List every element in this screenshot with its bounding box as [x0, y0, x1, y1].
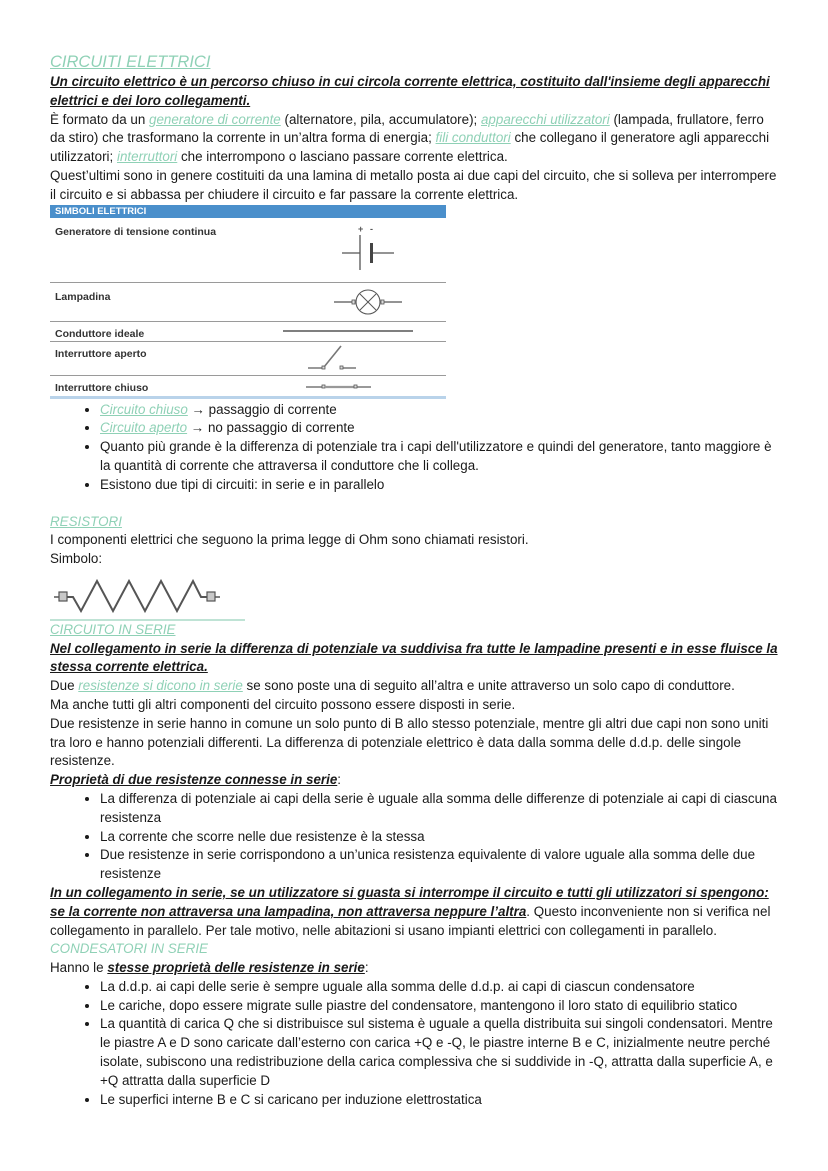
- symbol-label: Generatore di tensione continua: [55, 225, 217, 238]
- condensatori-intro: [50, 959, 780, 978]
- plus-sign: +: [358, 223, 364, 234]
- arrow-right-icon: →: [190, 420, 205, 436]
- symbol-label: Interruttore aperto: [55, 347, 147, 360]
- serie-text: se sono poste una di seguito all’altra e unite attraverso un solo capo di conduttore.: [242, 678, 735, 694]
- bullet-text: no passaggio di corrente: [204, 420, 355, 436]
- document-page: [50, 52, 780, 1109]
- list-item: • Quanto più grande è la differenza di potenziale tra i capi dell'utilizzatore e quindi del generatore, tanto maggiore è la quantità di corrente che attraversa il conduttore che li collega.: [100, 438, 780, 476]
- resistori-text: I componenti elettrici che seguono la prima legge di Ohm sono chiamati resistori.: [50, 532, 529, 548]
- serie-props-label: [50, 771, 780, 790]
- dc-voltage-source-icon: [278, 218, 446, 282]
- list-item: [100, 419, 780, 438]
- open-switch-icon: [278, 342, 446, 375]
- link-fili-conduttori[interactable]: fili conduttori: [435, 130, 511, 146]
- list-item: • La differenza di potenziale ai capi della serie è uguale alla somma delle differenze di potenziale ai capi di ciascuna resistenza: [100, 790, 780, 828]
- circuit-bullet-list: [50, 401, 780, 495]
- list-item: • La d.d.p. ai capi delle serie è sempre uguale alla somma delle d.d.p. ai capi di ciascun condensatore: [100, 978, 780, 997]
- definition-text: Nel collegamento in serie la differenza di potenziale va suddivisa fra tutte le lampadine presenti e in esse fluisce la stessa corrente elettrica.: [50, 640, 778, 675]
- resistori-symbol-label: Simbolo:: [50, 551, 103, 567]
- arrow-right-icon: →: [191, 401, 205, 417]
- intro-text: che interrompono o lasciano passare corrente elettrica.: [177, 149, 508, 165]
- colon: :: [364, 960, 369, 976]
- intro-text: (alternatore, pila, accumulatore);: [280, 111, 481, 127]
- note-text: . Questo inconveniente non si verifica nel collegamento in parallelo. Per tale motivo, nelle abitazioni si usano impianti elettrici con collegamenti in parallelo.: [50, 903, 771, 938]
- closed-switch-icon: [278, 376, 446, 396]
- intro-paragraph: [50, 111, 780, 167]
- section-heading-resistori: RESISTORI: [50, 513, 122, 529]
- list-item: • La corrente che scorre nelle due resistenze è la stessa: [100, 828, 780, 847]
- page-title: CIRCUITI ELETTRICI: [50, 53, 211, 71]
- link-apparecchi-utilizzatori[interactable]: apparecchi utilizzatori: [480, 111, 610, 127]
- symbol-label: Interruttore chiuso: [55, 381, 149, 394]
- note-bold-text: In un collegamento in serie, se un utilizzatore si guasta si interrompe il circuito e tutti gli utilizzatori si spengono: se la corrente non attraversa una lampadina, non attraversa neppure l’altra: [50, 884, 769, 919]
- condensatori-list: [50, 978, 780, 1110]
- symbol-row: [50, 283, 446, 322]
- resistor-icon: [50, 573, 245, 613]
- link-resistenze-in-serie[interactable]: resistenze si dicono in serie: [78, 678, 243, 694]
- ideal-conductor-icon: [278, 322, 446, 341]
- serie-definition: [50, 640, 780, 678]
- symbol-label: Lampadina: [55, 290, 111, 303]
- colon: :: [337, 772, 341, 788]
- serie-text: Due: [50, 678, 79, 694]
- list-item: • Le superfici interne B e C si caricano per induzione elettrostatica: [100, 1091, 780, 1110]
- bullet-text: passaggio di corrente: [204, 401, 337, 417]
- symbols-table: [50, 205, 446, 399]
- symbol-row: [50, 376, 446, 399]
- intro-text: È formato da un: [50, 111, 149, 127]
- list-item: • Esistono due tipi di circuiti: in serie e in parallelo: [100, 476, 780, 495]
- circuit-definition: [50, 73, 780, 111]
- symbols-table-header: SIMBOLI ELETTRICI: [50, 205, 446, 218]
- minus-sign: -: [370, 223, 373, 234]
- lamp-icon: [278, 283, 446, 321]
- intro-text: che collegano il generatore agli apparecchi utilizzatori;: [50, 130, 770, 165]
- link-interruttori[interactable]: interruttori: [116, 149, 178, 165]
- serie-paragraph: [50, 677, 780, 696]
- list-item: • Due resistenze in serie corrispondono a un’unica resistenza equivalente di valore uguale alla somma delle due resistenze: [100, 846, 780, 884]
- symbol-row: [50, 322, 446, 342]
- list-item: [100, 401, 780, 420]
- props-label-text: Proprietà di due resistenze connesse in serie: [50, 772, 338, 788]
- list-item: • Le cariche, dopo essere migrate sulle piastre del condensatore, mantengono il loro stato di equilibrio statico: [100, 997, 780, 1016]
- link-generatore[interactable]: generatore di corrente: [149, 111, 281, 127]
- intro-text: (lampada, frullatore, ferro da stiro) che trasformano la corrente in un’altra forma di energia;: [50, 111, 764, 146]
- switch-paragraph: Quest’ultimi sono in genere costituiti da una lamina di metallo posta ai due capi del circuito, che si solleva per interrompere il circuito e si abbassa per chiudere il circuito e far passare la corrente elettrica.: [50, 167, 777, 202]
- symbol-row: [50, 342, 446, 376]
- serie-note: [50, 884, 780, 940]
- section-heading-circuito-serie: CIRCUITO IN SERIE: [50, 621, 176, 637]
- serie-paragraph: Ma anche tutti gli altri componenti del circuito possono essere disposti in serie.: [50, 696, 516, 712]
- serie-paragraph: Due resistenze in serie hanno in comune un solo punto di B allo stesso potenziale, mentre gli altri due capi non sono uniti tra loro e hanno potenziali differenti. La differenza di potenziale elettrico è data dalla somma delle d.d.p. delle singole resistenze.: [50, 715, 769, 769]
- intro-text: Hanno le: [50, 960, 108, 976]
- serie-props-list: [50, 790, 780, 884]
- link-circuito-aperto[interactable]: Circuito aperto: [100, 420, 188, 436]
- definition-text: Un circuito elettrico è un percorso chiuso in cui circola corrente elettrica, costituito dall'insieme degli apparecchi elettrici e dei loro collegamenti.: [50, 74, 770, 108]
- intro-bold-text: stesse proprietà delle resistenze in serie: [107, 960, 365, 976]
- symbol-row: [50, 218, 446, 283]
- symbol-label: Conduttore ideale: [55, 327, 145, 340]
- resistor-symbol-container: [50, 573, 245, 621]
- link-circuito-chiuso[interactable]: Circuito chiuso: [100, 401, 188, 417]
- section-heading-condensatori: CONDESATORI IN SERIE: [50, 941, 208, 957]
- list-item: • La quantità di carica Q che si distribuisce sul sistema è uguale a quella distribuita sui singoli condensatori. Mentre le piastre A e D sono caricate dall’esterno con carica +Q e -Q, le piastre interne B e C, inizialmente neutre perché isolate, subiscono una redistribuzione della carica complessiva che si suddivide in -Q, attratta dalla superficie A, e +Q attratta dalla superficie D: [100, 1015, 780, 1090]
